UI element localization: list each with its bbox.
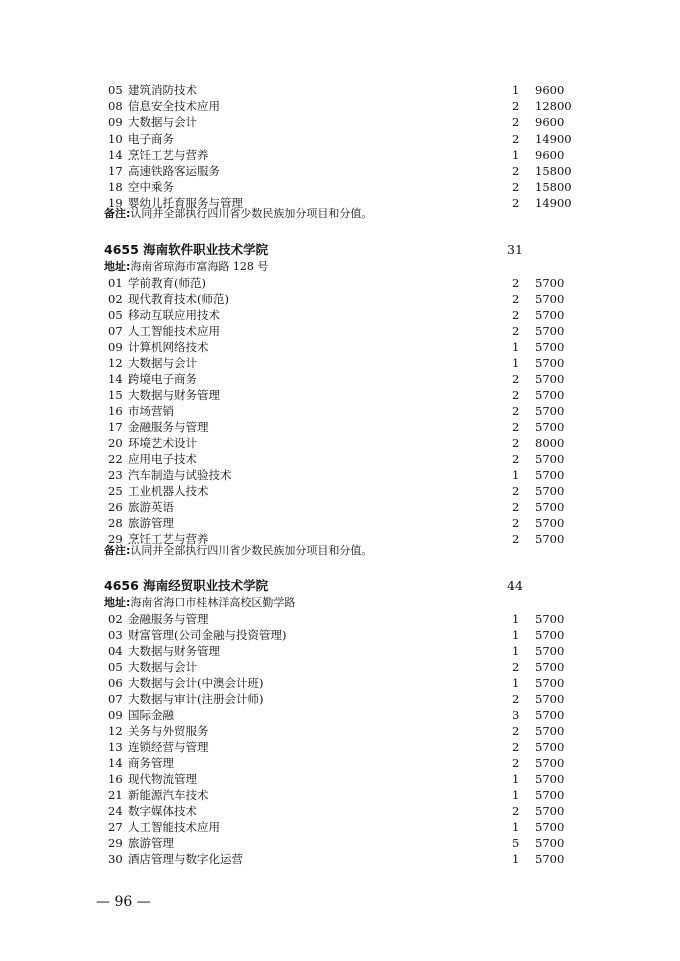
program-name: 大数据与财务管理 bbox=[128, 388, 220, 402]
program-name: 人工智能技术应用 bbox=[128, 324, 220, 338]
program-tuition: 5700 bbox=[535, 820, 565, 834]
program-name: 空中乘务 bbox=[128, 180, 174, 195]
program-plan-count: 1 bbox=[512, 820, 520, 834]
program-name: 电子商务 bbox=[128, 131, 174, 146]
program-code: 19 bbox=[108, 196, 123, 211]
program-name: 大数据与会计(中澳会计班) bbox=[128, 676, 264, 690]
program-name: 建筑消防技术 bbox=[128, 83, 197, 97]
school-header-4656 bbox=[104, 577, 584, 595]
address-label: 地址: bbox=[104, 260, 131, 273]
program-plan-count: 2 bbox=[512, 724, 520, 738]
program-plan-count: 1 bbox=[512, 772, 520, 786]
program-plan-count: 2 bbox=[512, 99, 520, 114]
program-code: 18 bbox=[108, 180, 123, 195]
program-tuition: 8000 bbox=[535, 436, 565, 450]
program-code: 09 bbox=[108, 708, 123, 722]
program-name: 旅游管理 bbox=[128, 516, 174, 530]
program-row bbox=[104, 643, 584, 659]
program-tuition: 5700 bbox=[535, 308, 565, 322]
program-name: 酒店管理与数字化运营 bbox=[128, 852, 243, 866]
program-tuition: 5700 bbox=[535, 644, 565, 658]
program-row bbox=[104, 403, 584, 419]
program-code: 21 bbox=[108, 788, 123, 802]
program-row bbox=[104, 339, 584, 355]
program-plan-count: 2 bbox=[512, 740, 520, 754]
program-tuition: 9600 bbox=[535, 147, 565, 162]
program-row bbox=[104, 611, 584, 627]
program-row bbox=[104, 851, 584, 867]
program-row bbox=[104, 659, 584, 675]
program-code: 09 bbox=[108, 340, 123, 354]
program-name: 工业机器人技术 bbox=[128, 484, 209, 498]
program-tuition: 14900 bbox=[535, 131, 572, 146]
program-tuition: 5700 bbox=[535, 500, 565, 514]
program-row bbox=[104, 787, 584, 803]
program-plan-count: 2 bbox=[512, 196, 520, 211]
program-name: 连锁经营与管理 bbox=[128, 740, 209, 754]
program-row bbox=[104, 307, 584, 323]
program-code: 24 bbox=[108, 804, 123, 818]
program-name: 应用电子技术 bbox=[128, 452, 197, 466]
program-code: 07 bbox=[108, 692, 123, 706]
program-code: 02 bbox=[108, 612, 123, 626]
program-code: 09 bbox=[108, 115, 123, 130]
program-tuition: 5700 bbox=[535, 676, 565, 690]
address-label: 地址: bbox=[104, 596, 131, 609]
program-code: 01 bbox=[108, 276, 123, 290]
program-tuition: 15800 bbox=[535, 180, 572, 195]
program-name: 烹饪工艺与营养 bbox=[128, 147, 209, 162]
program-name: 计算机网络技术 bbox=[128, 340, 209, 354]
program-name: 移动互联应用技术 bbox=[128, 308, 220, 322]
program-code: 17 bbox=[108, 164, 123, 178]
program-code: 05 bbox=[108, 308, 123, 322]
program-plan-count: 2 bbox=[512, 436, 520, 450]
program-name: 环境艺术设计 bbox=[128, 436, 197, 450]
program-row bbox=[104, 371, 584, 387]
program-plan-count: 2 bbox=[512, 804, 520, 818]
program-row bbox=[104, 819, 584, 835]
program-name: 大数据与会计 bbox=[128, 115, 197, 130]
program-plan-count: 1 bbox=[512, 340, 520, 354]
program-plan-count: 2 bbox=[512, 484, 520, 498]
program-row bbox=[104, 355, 584, 371]
program-name: 跨境电子商务 bbox=[128, 372, 197, 386]
program-code: 14 bbox=[108, 147, 123, 162]
program-name: 大数据与财务管理 bbox=[128, 644, 220, 658]
program-code: 23 bbox=[108, 468, 123, 482]
program-tuition: 5700 bbox=[535, 756, 565, 770]
program-row bbox=[104, 179, 584, 195]
program-code: 10 bbox=[108, 131, 123, 146]
program-row bbox=[104, 835, 584, 851]
program-row bbox=[104, 114, 584, 130]
program-plan-count: 1 bbox=[512, 612, 520, 626]
program-row bbox=[104, 803, 584, 819]
program-tuition: 5700 bbox=[535, 292, 565, 306]
program-tuition: 5700 bbox=[535, 660, 565, 674]
program-plan-count: 2 bbox=[512, 292, 520, 306]
program-name: 学前教育(师范) bbox=[128, 276, 206, 290]
program-tuition: 5700 bbox=[535, 324, 565, 338]
program-name: 大数据与审计(注册会计师) bbox=[128, 692, 264, 706]
school-total: 31 bbox=[507, 242, 523, 257]
program-name: 人工智能技术应用 bbox=[128, 820, 220, 834]
program-tuition: 5700 bbox=[535, 340, 565, 354]
note-top bbox=[104, 207, 372, 221]
program-code: 03 bbox=[108, 628, 123, 642]
program-plan-count: 2 bbox=[512, 131, 520, 146]
program-row bbox=[104, 387, 584, 403]
program-tuition: 5700 bbox=[535, 692, 565, 706]
address-text: 海南省海口市桂林洋高校区勤学路 bbox=[130, 596, 296, 609]
program-name: 高速铁路客运服务 bbox=[128, 164, 220, 178]
program-name: 数字媒体技术 bbox=[128, 804, 197, 818]
school-header-4655 bbox=[104, 241, 584, 259]
note-4655 bbox=[104, 544, 372, 558]
program-plan-count: 2 bbox=[512, 500, 520, 514]
program-row bbox=[104, 755, 584, 771]
program-code: 07 bbox=[108, 324, 123, 338]
program-plan-count: 1 bbox=[512, 788, 520, 802]
program-tuition: 5700 bbox=[535, 788, 565, 802]
program-row bbox=[104, 739, 584, 755]
program-code: 20 bbox=[108, 436, 123, 450]
program-plan-count: 2 bbox=[512, 115, 520, 130]
program-row bbox=[104, 147, 584, 163]
program-code: 06 bbox=[108, 676, 123, 690]
program-tuition: 5700 bbox=[535, 852, 565, 866]
program-code: 30 bbox=[108, 852, 123, 866]
program-tuition: 5700 bbox=[535, 708, 565, 722]
program-code: 02 bbox=[108, 292, 123, 306]
program-code: 25 bbox=[108, 484, 123, 498]
program-code: 16 bbox=[108, 404, 123, 418]
program-plan-count: 1 bbox=[512, 628, 520, 642]
program-tuition: 5700 bbox=[535, 772, 565, 786]
program-code: 22 bbox=[108, 452, 123, 466]
program-row bbox=[104, 483, 584, 499]
program-name: 大数据与会计 bbox=[128, 660, 197, 674]
program-name: 市场营销 bbox=[128, 404, 174, 418]
school-name: 4655 海南软件职业技术学院 bbox=[104, 242, 269, 257]
program-name: 婴幼儿托育服务与管理 bbox=[128, 196, 243, 211]
program-name: 旅游管理 bbox=[128, 836, 174, 850]
program-row bbox=[104, 723, 584, 739]
program-name: 旅游英语 bbox=[128, 500, 174, 514]
program-tuition: 5700 bbox=[535, 836, 565, 850]
program-row bbox=[104, 163, 584, 179]
program-row bbox=[104, 627, 584, 643]
school-total: 44 bbox=[507, 578, 523, 593]
program-plan-count: 2 bbox=[512, 532, 520, 546]
program-row bbox=[104, 451, 584, 467]
program-plan-count: 2 bbox=[512, 324, 520, 338]
program-plan-count: 3 bbox=[512, 708, 520, 722]
program-name: 汽车制造与试验技术 bbox=[128, 468, 232, 482]
program-row bbox=[104, 82, 584, 98]
program-tuition: 5700 bbox=[535, 612, 565, 626]
program-tuition: 5700 bbox=[535, 628, 565, 642]
program-row bbox=[104, 275, 584, 291]
note-label: 备注: bbox=[104, 544, 131, 557]
program-plan-count: 2 bbox=[512, 276, 520, 290]
program-code: 05 bbox=[108, 660, 123, 674]
program-row bbox=[104, 707, 584, 723]
program-code: 05 bbox=[108, 83, 123, 97]
program-name: 信息安全技术应用 bbox=[128, 99, 220, 114]
program-plan-count: 2 bbox=[512, 516, 520, 530]
program-row bbox=[104, 467, 584, 483]
program-tuition: 5700 bbox=[535, 452, 565, 466]
program-plan-count: 1 bbox=[512, 468, 520, 482]
program-plan-count: 1 bbox=[512, 147, 520, 162]
program-row bbox=[104, 771, 584, 787]
address-text: 海南省琼海市富海路 128 号 bbox=[130, 260, 269, 273]
program-tuition: 5700 bbox=[535, 468, 565, 482]
program-row bbox=[104, 515, 584, 531]
program-code: 29 bbox=[108, 532, 123, 546]
program-plan-count: 2 bbox=[512, 308, 520, 322]
program-code: 29 bbox=[108, 836, 123, 850]
program-tuition: 5700 bbox=[535, 404, 565, 418]
program-row bbox=[104, 499, 584, 515]
program-tuition: 9600 bbox=[535, 83, 565, 97]
program-code: 26 bbox=[108, 500, 123, 514]
program-row bbox=[104, 131, 584, 147]
program-code: 12 bbox=[108, 356, 123, 370]
program-tuition: 14900 bbox=[535, 196, 572, 211]
program-row bbox=[104, 435, 584, 451]
program-row bbox=[104, 98, 584, 114]
program-tuition: 5700 bbox=[535, 276, 565, 290]
program-tuition: 9600 bbox=[535, 115, 565, 130]
program-tuition: 5700 bbox=[535, 724, 565, 738]
program-plan-count: 2 bbox=[512, 404, 520, 418]
program-tuition: 5700 bbox=[535, 420, 565, 434]
program-plan-count: 1 bbox=[512, 356, 520, 370]
program-code: 15 bbox=[108, 388, 123, 402]
program-plan-count: 2 bbox=[512, 372, 520, 386]
program-name: 新能源汽车技术 bbox=[128, 788, 209, 802]
program-plan-count: 5 bbox=[512, 836, 520, 850]
program-code: 12 bbox=[108, 724, 123, 738]
program-row bbox=[104, 419, 584, 435]
program-plan-count: 2 bbox=[512, 660, 520, 674]
page-number: — 96 — bbox=[96, 894, 151, 910]
program-tuition: 5700 bbox=[535, 740, 565, 754]
program-name: 关务与外贸服务 bbox=[128, 724, 209, 738]
program-code: 16 bbox=[108, 772, 123, 786]
program-code: 04 bbox=[108, 644, 123, 658]
program-code: 28 bbox=[108, 516, 123, 530]
program-name: 金融服务与管理 bbox=[128, 420, 209, 434]
school-address-4655 bbox=[104, 260, 268, 274]
note-text: 认同并全部执行四川省少数民族加分项目和分值。 bbox=[130, 544, 373, 557]
program-tuition: 5700 bbox=[535, 484, 565, 498]
program-name: 现代教育技术(师范) bbox=[128, 292, 229, 306]
program-row bbox=[104, 675, 584, 691]
school-address-4656 bbox=[104, 596, 295, 610]
program-plan-count: 2 bbox=[512, 164, 520, 178]
program-tuition: 12800 bbox=[535, 99, 572, 114]
program-tuition: 5700 bbox=[535, 516, 565, 530]
program-name: 大数据与会计 bbox=[128, 356, 197, 370]
program-code: 14 bbox=[108, 756, 123, 770]
program-name: 商务管理 bbox=[128, 756, 174, 770]
program-name: 烹饪工艺与营养 bbox=[128, 532, 209, 546]
program-code: 14 bbox=[108, 372, 123, 386]
program-name: 现代物流管理 bbox=[128, 772, 197, 786]
program-name: 国际金融 bbox=[128, 708, 174, 722]
program-plan-count: 1 bbox=[512, 676, 520, 690]
program-tuition: 5700 bbox=[535, 356, 565, 370]
program-plan-count: 2 bbox=[512, 756, 520, 770]
note-text: 认同并全部执行四川省少数民族加分项目和分值。 bbox=[130, 207, 373, 220]
program-plan-count: 2 bbox=[512, 692, 520, 706]
program-plan-count: 1 bbox=[512, 852, 520, 866]
program-code: 27 bbox=[108, 820, 123, 834]
program-tuition: 15800 bbox=[535, 164, 572, 178]
program-code: 08 bbox=[108, 99, 123, 114]
program-plan-count: 2 bbox=[512, 180, 520, 195]
note-label: 备注: bbox=[104, 207, 131, 220]
program-tuition: 5700 bbox=[535, 532, 565, 546]
program-tuition: 5700 bbox=[535, 804, 565, 818]
program-plan-count: 1 bbox=[512, 644, 520, 658]
program-name: 金融服务与管理 bbox=[128, 612, 209, 626]
program-code: 13 bbox=[108, 740, 123, 754]
program-tuition: 5700 bbox=[535, 372, 565, 386]
program-tuition: 5700 bbox=[535, 388, 565, 402]
program-row bbox=[104, 691, 584, 707]
program-plan-count: 1 bbox=[512, 83, 520, 97]
program-plan-count: 2 bbox=[512, 420, 520, 434]
program-code: 17 bbox=[108, 420, 123, 434]
school-name: 4656 海南经贸职业技术学院 bbox=[104, 578, 269, 593]
program-row bbox=[104, 323, 584, 339]
program-name: 财富管理(公司金融与投资管理) bbox=[128, 628, 287, 642]
program-row bbox=[104, 291, 584, 307]
program-plan-count: 2 bbox=[512, 452, 520, 466]
program-plan-count: 2 bbox=[512, 388, 520, 402]
